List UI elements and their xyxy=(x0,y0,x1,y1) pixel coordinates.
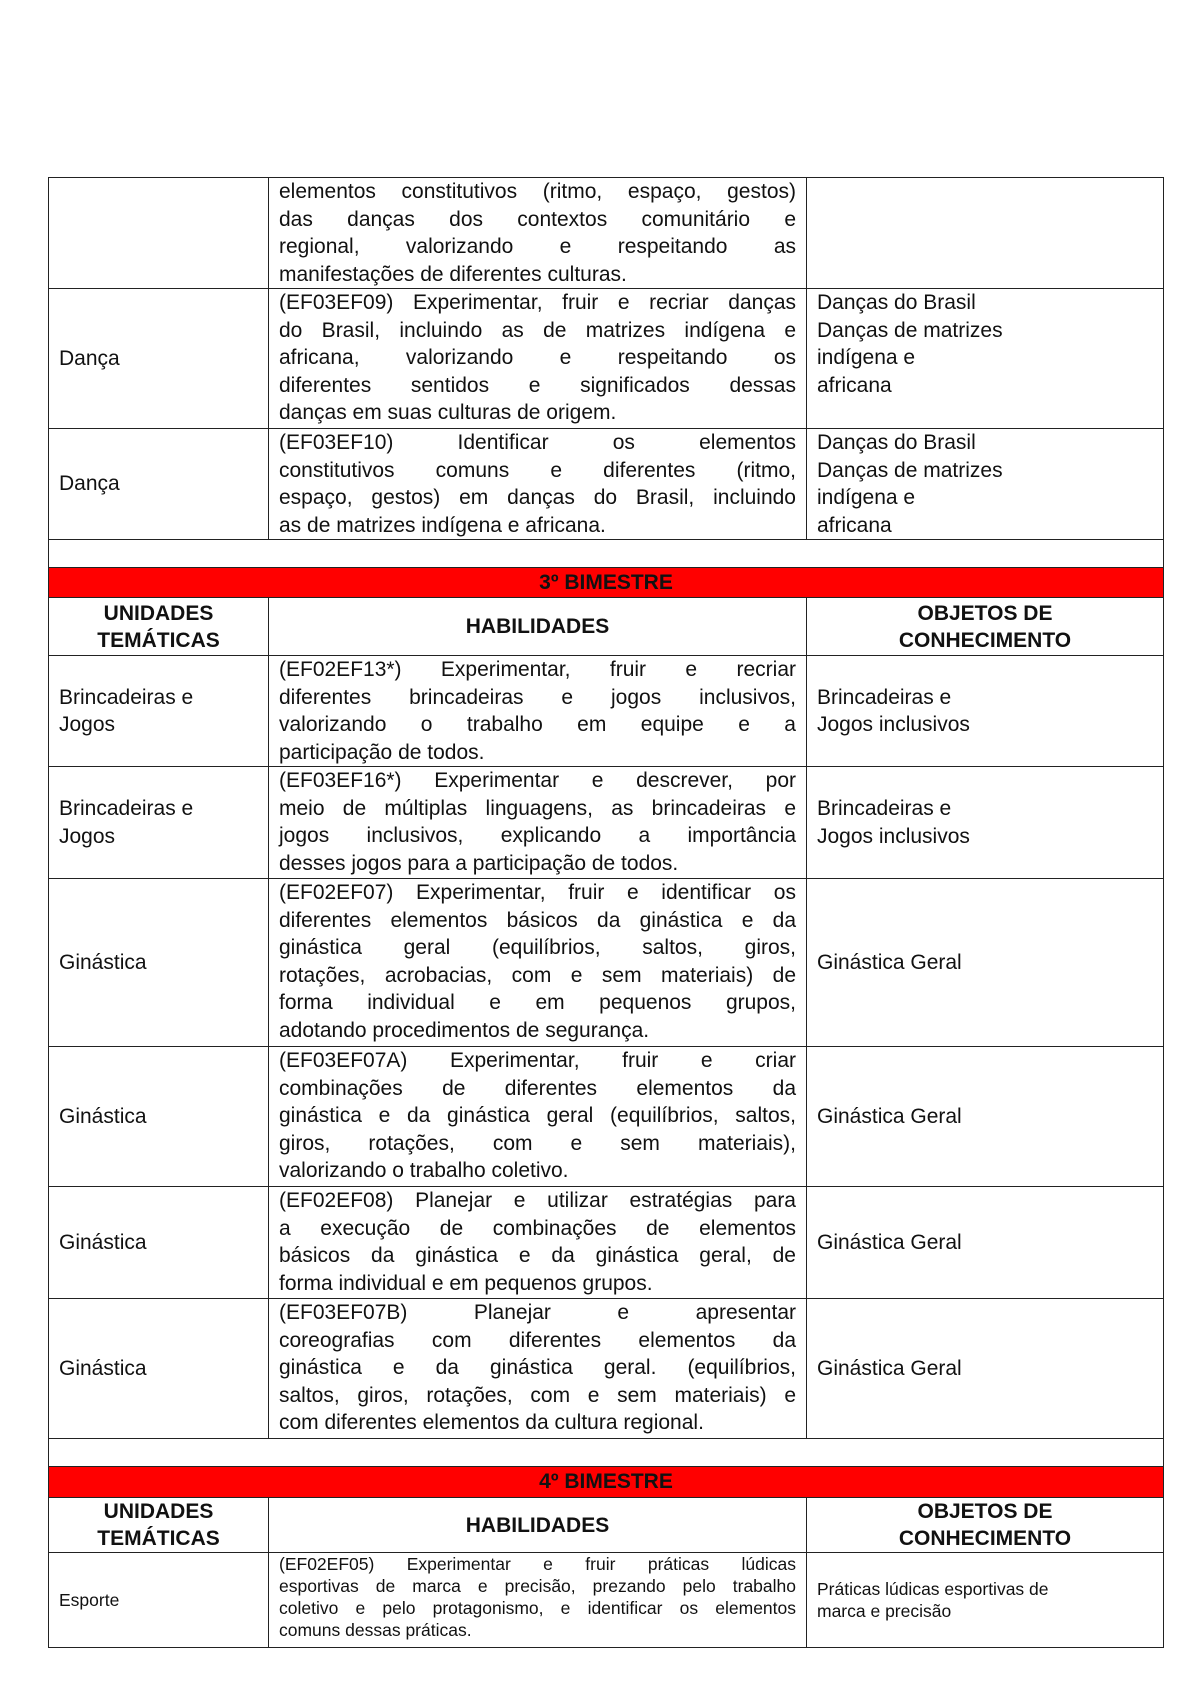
header-habilidades: HABILIDADES xyxy=(269,1498,807,1553)
text-line: Ginástica xyxy=(59,1356,147,1380)
text-line: valorizando o trabalho coletivo. xyxy=(279,1159,569,1182)
unit-cell xyxy=(49,656,269,767)
text-line: Ginástica xyxy=(59,1230,147,1254)
text-line: diferentes sentidos e significados dessas xyxy=(279,373,796,397)
objeto-cell xyxy=(807,1047,1164,1187)
text-line: combinações de diferentes elementos da xyxy=(279,1076,796,1100)
bimestre-title: 3º BIMESTRE xyxy=(49,568,1164,598)
text-line: participação de todos. xyxy=(279,740,485,764)
text-line: (EF02EF07) Experimentar, fruir e identificar os xyxy=(279,881,796,904)
habilidade-cell xyxy=(269,1553,807,1648)
habilidade-cell xyxy=(269,1187,807,1299)
unit-cell xyxy=(49,178,269,289)
text-line: africana xyxy=(817,513,892,537)
table-row xyxy=(49,1553,1164,1648)
header-objetos xyxy=(807,1498,1164,1553)
text-line: diferentes brincadeiras e jogos inclusivos, xyxy=(279,685,796,709)
header-objetos xyxy=(807,598,1164,656)
text-line: africana xyxy=(817,373,892,397)
unit-cell xyxy=(49,879,269,1047)
text-line: Ginástica xyxy=(59,1104,147,1128)
table-row xyxy=(49,1299,1164,1439)
text-line: regional, valorizando e respeitando as xyxy=(279,235,796,258)
text-line: diferentes elementos básicos da ginástica e da xyxy=(279,908,796,932)
text-line: comuns dessas práticas. xyxy=(279,1620,472,1640)
unit-cell xyxy=(49,429,269,540)
text-line: OBJETOS DE xyxy=(917,1500,1053,1523)
text-line: coletivo e pelo protagonismo, e identificar os elementos xyxy=(279,1598,796,1618)
objeto-cell xyxy=(807,429,1164,540)
text-line: manifestações de diferentes culturas. xyxy=(279,262,627,286)
text-line: (EF03EF07B) Planejar e apresentar xyxy=(279,1301,796,1324)
text-line: espaço, gestos) em danças do Brasil, incluindo xyxy=(279,486,796,509)
unit-cell xyxy=(49,1047,269,1187)
text-line: UNIDADES xyxy=(103,1500,214,1523)
text-line: ginástica geral (equilíbrios, saltos, giros, xyxy=(279,936,796,959)
text-line: (EF03EF16*) Experimentar e descrever, por xyxy=(279,769,796,792)
text-line: ginástica e da ginástica geral. (equilíbrios, xyxy=(279,1356,796,1379)
bimestre-bar xyxy=(49,568,1164,598)
unit-cell xyxy=(49,767,269,879)
text-line: com diferentes elementos da cultura regional. xyxy=(279,1411,704,1434)
text-line: forma individual e em pequenos grupos, xyxy=(279,991,796,1014)
text-line: Jogos xyxy=(59,713,116,736)
text-line: Brincadeiras e xyxy=(59,797,194,820)
text-line: forma individual e em pequenos grupos. xyxy=(279,1271,653,1295)
text-line: UNIDADES xyxy=(103,601,214,625)
header-row xyxy=(49,1498,1164,1553)
table-row xyxy=(49,289,1164,429)
header-row xyxy=(49,598,1164,656)
text-line: giros, rotações, com e sem materiais), xyxy=(279,1131,796,1155)
text-line: ginástica e da ginástica geral (equilíbrios, saltos, xyxy=(279,1104,796,1127)
spacer-row xyxy=(49,1439,1164,1467)
unit-text: Dança xyxy=(59,472,120,496)
header-unidades xyxy=(49,598,269,656)
habilidade-cell xyxy=(269,178,807,289)
table-row xyxy=(49,429,1164,540)
text-line: do Brasil, incluindo as de matrizes indígena e xyxy=(279,318,796,342)
text-line: a execução de combinações de elementos xyxy=(279,1216,796,1240)
text-line: jogos inclusivos, explicando a importância xyxy=(279,824,796,847)
unit-cell xyxy=(49,1299,269,1439)
text-line: Danças do Brasil xyxy=(817,431,976,454)
text-line: desses jogos para a participação de todos. xyxy=(279,851,679,875)
text-line: indígena e xyxy=(817,346,916,369)
text-line: Ginástica Geral xyxy=(817,950,962,974)
text-line: Ginástica Geral xyxy=(817,1104,962,1128)
text-line: Danças de matrizes xyxy=(817,318,1003,342)
bimestre-bar xyxy=(49,1467,1164,1498)
text-line: Danças do Brasil xyxy=(817,291,976,314)
text-line: Jogos xyxy=(59,824,116,848)
text-line: CONHECIMENTO xyxy=(898,628,1072,652)
habilidade-cell xyxy=(269,879,807,1047)
text-line: Ginástica Geral xyxy=(817,1356,962,1380)
habilidade-cell xyxy=(269,429,807,540)
objeto-cell xyxy=(807,1187,1164,1299)
text-line: esportivas de marca e precisão, prezando pelo trabalho xyxy=(279,1576,796,1596)
spacer-row xyxy=(49,540,1164,568)
table-row xyxy=(49,656,1164,767)
header-habilidades: HABILIDADES xyxy=(269,598,807,656)
objeto-cell xyxy=(807,879,1164,1047)
text-line: Brincadeiras e xyxy=(59,685,194,709)
text-line: Danças de matrizes xyxy=(817,458,1003,482)
unit-cell xyxy=(49,1187,269,1299)
text-line: Brincadeiras e xyxy=(817,685,952,709)
text-line: saltos, giros, rotações, com e sem materiais) e xyxy=(279,1383,796,1407)
table-row xyxy=(49,1047,1164,1187)
text-line: (EF02EF13*) Experimentar, fruir e recriar xyxy=(279,658,796,681)
text-line: (EF03EF07A) Experimentar, fruir e criar xyxy=(279,1049,796,1072)
text-line: Jogos inclusivos xyxy=(817,824,970,848)
table-row xyxy=(49,767,1164,879)
habilidade-cell xyxy=(269,767,807,879)
text-line: elementos constitutivos (ritmo, espaço, gestos) xyxy=(279,180,796,203)
habilidade-cell xyxy=(269,1047,807,1187)
habilidade-cell xyxy=(269,656,807,767)
bimestre-title: 4º BIMESTRE xyxy=(49,1467,1164,1498)
table-row xyxy=(49,1187,1164,1299)
curriculum-table xyxy=(48,177,1164,1648)
unit-cell xyxy=(49,1553,269,1648)
text-line: constitutivos comuns e diferentes (ritmo, xyxy=(279,458,796,482)
objeto-cell xyxy=(807,656,1164,767)
text-line: OBJETOS DE xyxy=(917,601,1053,625)
text-line: Ginástica Geral xyxy=(817,1230,962,1254)
text-line: meio de múltiplas linguagens, as brincadeiras e xyxy=(279,796,796,820)
text-line: Práticas lúdicas esportivas de xyxy=(817,1579,1049,1599)
text-line: Jogos inclusivos xyxy=(817,713,970,736)
unit-cell xyxy=(49,289,269,429)
text-line: básicos da ginástica e da ginástica geral, de xyxy=(279,1244,796,1267)
table-row xyxy=(49,178,1164,289)
habilidade-cell xyxy=(269,289,807,429)
unit-text: Dança xyxy=(59,346,120,370)
text-line: Ginástica xyxy=(59,950,147,974)
table-row xyxy=(49,879,1164,1047)
text-line: TEMÁTICAS xyxy=(97,1527,220,1550)
text-line: das danças dos contextos comunitário e xyxy=(279,207,796,231)
text-line: (EF03EF09) Experimentar, fruir e recriar danças xyxy=(279,291,796,314)
habilidade-cell xyxy=(269,1299,807,1439)
text-line: marca e precisão xyxy=(817,1601,952,1621)
objeto-cell xyxy=(807,1553,1164,1648)
text-line: indígena e xyxy=(817,486,916,509)
text-line: Brincadeiras e xyxy=(817,797,952,820)
text-line: (EF03EF10) Identificar os elementos xyxy=(279,431,796,454)
text-line: rotações, acrobacias, com e sem materiais) de xyxy=(279,963,796,987)
objeto-cell xyxy=(807,767,1164,879)
objeto-cell xyxy=(807,1299,1164,1439)
objeto-cell xyxy=(807,289,1164,429)
text-line: adotando procedimentos de segurança. xyxy=(279,1018,650,1042)
text-line: (EF02EF08) Planejar e utilizar estratégias para xyxy=(279,1189,796,1212)
text-line: CONHECIMENTO xyxy=(898,1527,1072,1550)
text-line: danças em suas culturas de origem. xyxy=(279,401,617,424)
text-line: valorizando o trabalho em equipe e a xyxy=(279,713,796,736)
text-line: as de matrizes indígena e africana. xyxy=(279,513,606,537)
text-line: TEMÁTICAS xyxy=(97,628,220,652)
objeto-cell xyxy=(807,178,1164,289)
text-line: africana, valorizando e respeitando os xyxy=(279,346,796,369)
text-line: (EF02EF05) Experimentar e fruir práticas lúdicas xyxy=(279,1554,796,1574)
header-unidades xyxy=(49,1498,269,1553)
text-line: coreografias com diferentes elementos da xyxy=(279,1328,796,1352)
text-line: Esporte xyxy=(59,1590,120,1610)
